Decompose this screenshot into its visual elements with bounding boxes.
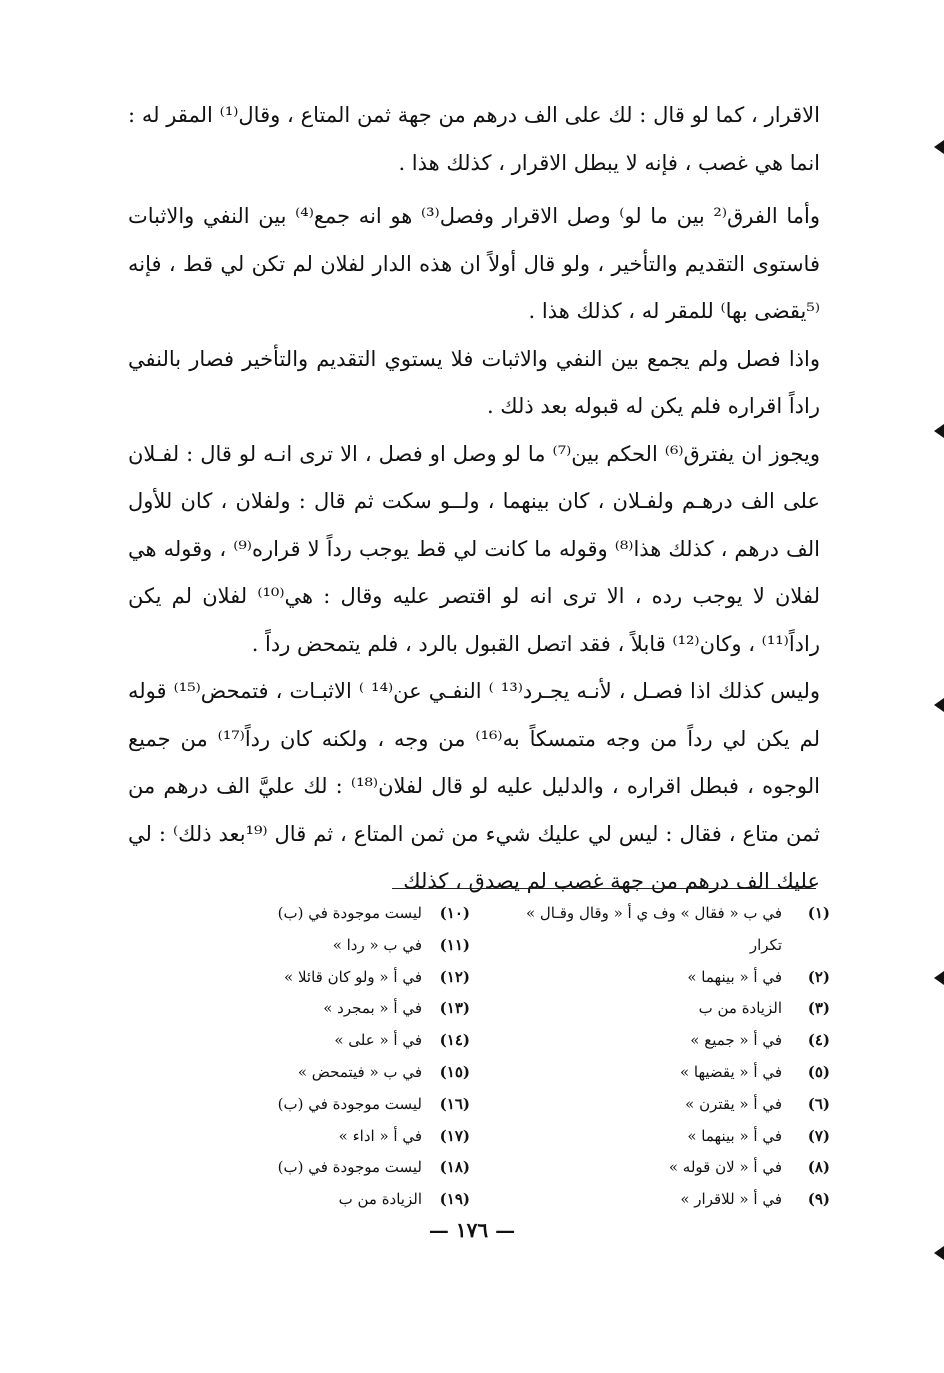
footnote-6 — [500, 1089, 830, 1121]
footnote-divider — [392, 888, 816, 889]
footnote-number: (٨) — [807, 1158, 830, 1177]
footnote-4 — [500, 1025, 830, 1057]
footnote-number: (٢) — [807, 967, 830, 986]
footnote-13 — [230, 993, 470, 1025]
footnote-1 — [500, 898, 830, 930]
footnote-number: (١٩) — [439, 1190, 470, 1209]
footnote-10 — [230, 898, 470, 930]
edge-mark — [934, 140, 944, 154]
footnote-text: ليست موجودة في (ب) — [277, 904, 422, 922]
footnote-number: (١٠) — [439, 904, 470, 922]
footnote-number: (٧) — [807, 1126, 830, 1145]
footnote-8 — [500, 1152, 830, 1184]
footnote-text: ليست موجودة في (ب) — [277, 1094, 422, 1113]
footnote-text: في أ « بمجرد » — [323, 999, 422, 1018]
footnote-17 — [230, 1121, 470, 1153]
footnote-16 — [230, 1089, 470, 1121]
edge-mark — [934, 424, 944, 438]
footnote-text: في أ « بينهما » — [687, 967, 782, 986]
footnote-text: في أ « اداء » — [338, 1126, 422, 1145]
footnote-19 — [230, 1184, 470, 1216]
footnotes-left-column — [230, 898, 470, 1216]
paragraph-1: الاقرار ، كما لو قال : لك على الف درهم من جهة ثمن المتاع ، وقال⁽¹⁾ المقر له : انما هي غصب ، فإنه لا يبطل الاقرار ، كذلك هذا . — [128, 103, 820, 175]
footnote-number: (١٦) — [439, 1094, 470, 1113]
footnote-text: تكرار — [749, 935, 782, 954]
footnote-number: (١٢) — [439, 967, 470, 986]
footnote-number: (١٥) — [439, 1062, 470, 1081]
footnote-text: في أ « على » — [334, 1031, 422, 1050]
footnote-number: (١١) — [439, 935, 470, 954]
footnote-text: في أ « جميع » — [690, 1031, 782, 1050]
footnote-text: في أ « يقترن » — [685, 1094, 782, 1113]
footnote-number: (٣) — [807, 999, 830, 1018]
footnote-5 — [500, 1057, 830, 1089]
footnote-text: الزيادة من ب — [338, 1190, 422, 1209]
footnote-12 — [230, 962, 470, 994]
footnote-number: (١٣) — [439, 999, 470, 1018]
footnote-text: في أ « يقضيها » — [679, 1062, 782, 1081]
paragraph-2: وأما الفرق⁽² بين ما لو⁾ وصل الاقرار وفصل⁽³⁾ هو انه جمع⁽⁴⁾ بين النفي والاثبات فاستوى التقديم والتأخير ، ولو قال أولاً ان هذه الدار لفلان لم تكن لي قط ، فإنه ⁽⁵يقضى بها⁾ للمقر له ، كذلك هذا . — [128, 204, 820, 323]
footnote-number: (١٧) — [439, 1126, 470, 1145]
footnote-text: في أ « ولو كان قائلا » — [284, 967, 422, 986]
footnote-11 — [230, 930, 470, 962]
footnote-text: الزيادة من ب — [698, 999, 782, 1018]
footnote-number: (٥) — [807, 1062, 830, 1081]
footnote-1-continuation — [500, 930, 830, 962]
footnote-text: في أ « لان قوله » — [668, 1158, 782, 1177]
paragraph-5: وليس كذلك اذا فصـل ، لأنـه يجـرد⁽¹³ ⁾ النفـي عن⁽¹⁴ ⁾ الاثبـات ، فتمحض⁽¹⁵⁾ قوله لم يكن لي رداً من وجه متمسكاً به⁽¹⁶⁾ من وجه ، ولكنه كان رداً⁽¹⁷⁾ من جميع الوجوه ، فبطل اقراره ، والدليل عليه لو قال لفلان⁽¹⁸⁾ : لك عليَّ الف درهم من ثمن متاع ، فقال : ليس لي عليك شيء من ثمن المتاع ، ثم قال ⁽¹⁹بعد ذلك⁾ : لي عليك الف درهم من جهة غصب لم يصدق ، كذلك — [128, 679, 821, 893]
footnote-2 — [500, 962, 830, 994]
footnote-number: (٤) — [807, 1031, 830, 1050]
footnote-15 — [230, 1057, 470, 1089]
footnotes-right-column — [500, 898, 830, 1216]
footnote-7 — [500, 1121, 830, 1153]
footnote-text: في أ « للاقرار » — [680, 1190, 782, 1209]
footnote-3 — [500, 993, 830, 1025]
paragraph-3: واذا فصل ولم يجمع بين النفي والاثبات فلا يستوي التقديم والتأخير فصار بالنفي راداً اقراره فلم يكن له قبوله بعد ذلك . — [128, 346, 820, 418]
footnote-number: (١) — [807, 904, 830, 922]
paragraph-4: ويجوز ان يفترق⁽⁶⁾ الحكم بين⁽⁷⁾ ما لو وصل او فصل ، الا ترى انـه لو قال : لفـلان على الف درهـم ولفـلان ، كان بينهما ، ولــو سكت ثم قال : ولفلان ، كان للأول الف درهم ، كذلك هذا⁽⁸⁾ وقوله ما كانت لي قط يوجب رداً لا قراره⁽⁹⁾ ، وقوله هي لفلان لا يوجب رده ، الا ترى انه لو اقتصر عليه وقال : هي⁽¹⁰⁾ لفلان لم يكن راداً⁽¹¹⁾ ، وكان⁽¹²⁾ قابلاً ، فقد اتصل القبول بالرد ، فلم يتمحض رداً . — [128, 441, 820, 656]
footnote-18 — [230, 1152, 470, 1184]
footnote-text: في ب « ردا » — [332, 935, 422, 954]
edge-mark — [934, 971, 944, 985]
footnote-text: في ب « فيتمحض » — [297, 1062, 422, 1081]
footnote-9 — [500, 1184, 830, 1216]
footnote-number: (٩) — [807, 1190, 830, 1209]
page-number: — ١٧٦ — — [428, 1218, 516, 1242]
edge-mark — [934, 698, 944, 712]
footnote-14 — [230, 1025, 470, 1057]
footnote-number: (١٤) — [439, 1031, 470, 1050]
footnote-text: في أ « بينهما » — [687, 1126, 782, 1145]
footnote-number: (١٨) — [439, 1158, 470, 1177]
footnote-number: (٦) — [807, 1094, 830, 1113]
footnote-text: في ب « فقال » وف ي أ « وقال وقـال » — [525, 904, 782, 922]
edge-mark — [934, 1246, 944, 1260]
footnote-text: ليست موجودة في (ب) — [277, 1158, 422, 1177]
main-text — [128, 92, 820, 906]
